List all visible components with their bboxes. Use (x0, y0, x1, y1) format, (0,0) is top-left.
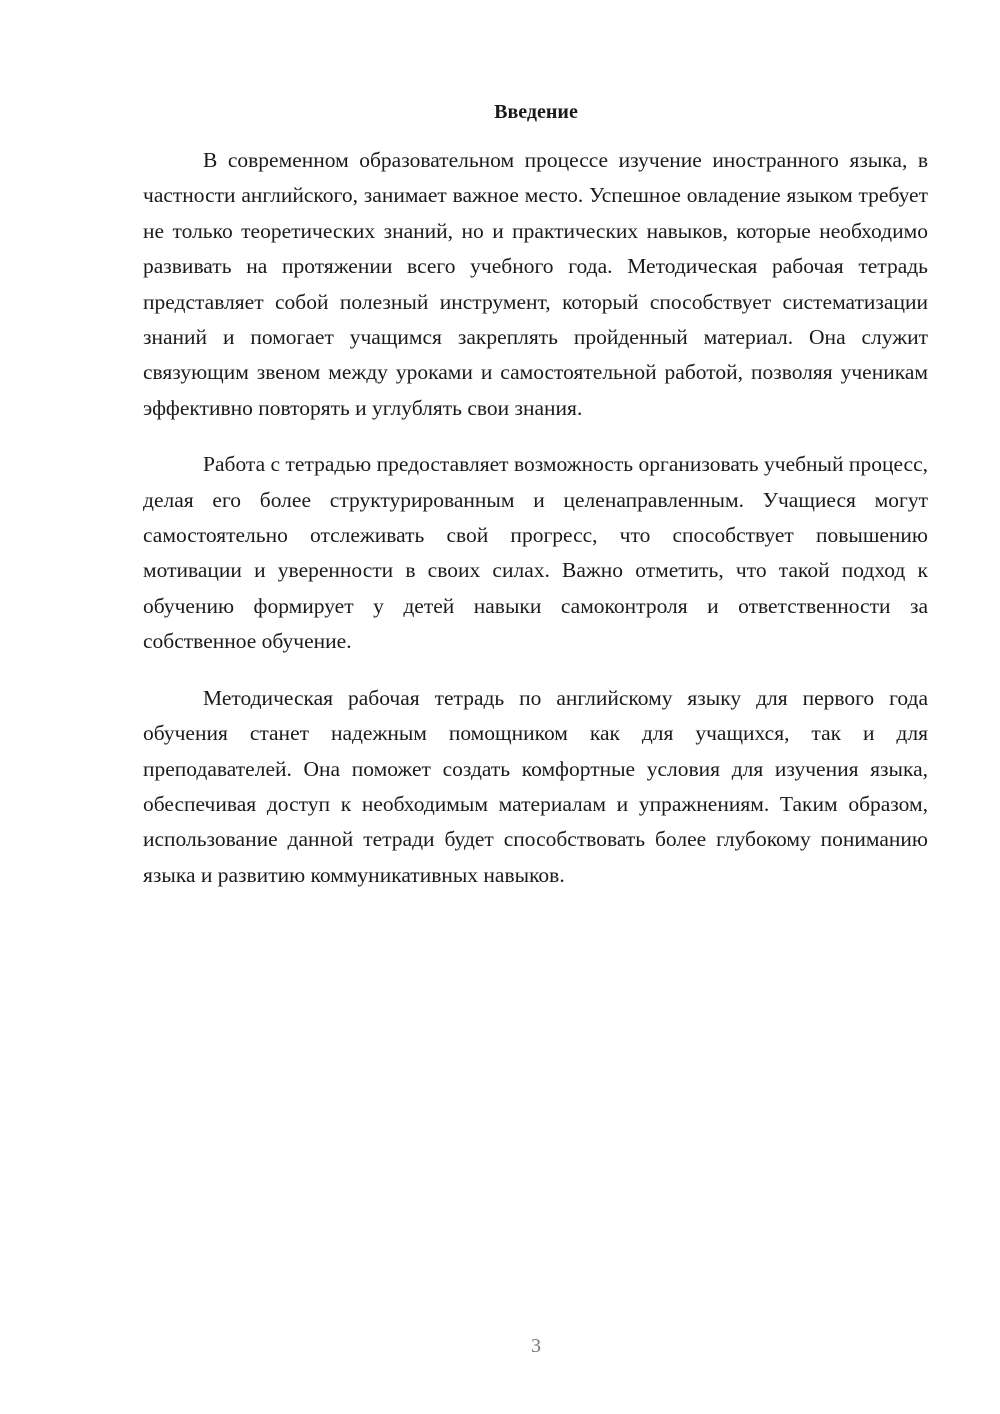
page-number: 3 (531, 1335, 541, 1357)
section-heading: Введение (494, 101, 578, 123)
paragraph-2: Работа с тетрадью предоставляет возможность организовать учебный процесс, делая его более структурированным и целенаправленным. Учащиеся могут самостоятельно отслеживать свой прогресс, что способствует повышению мотивации и уверенности в своих силах. Важно отметить, что такой подход к обучению формирует у детей навыки самоконтроля и ответственности за собственное обучение. (143, 452, 928, 654)
paragraph-1: В современном образовательном процессе изучение иностранного языка, в частности английского, занимает важное место. Успешное овладение языком требует не только теоретических знаний, но и практических навыков, которые необходимо развивать на протяжении всего учебного года. Методическая рабочая тетрадь представляет собой полезный инструмент, который способствует систематизации знаний и помогает учащимся закреплять пройденный материал. Она служит связующим звеном между уроками и самостоятельной работой, позволяя ученикам эффективно повторять и углублять свои знания. (143, 148, 928, 420)
body-text (143, 143, 928, 914)
paragraph-3: Методическая рабочая тетрадь по английскому языку для первого года обучения станет надежным помощником как для учащихся, так и для преподавателей. Она поможет создать комфортные условия для изучения языка, обеспечивая доступ к необходимым материалам и упражнениям. Таким образом, использование данной тетради будет способствовать более глубокому пониманию языка и развитию коммуникативных навыков. (143, 685, 928, 887)
